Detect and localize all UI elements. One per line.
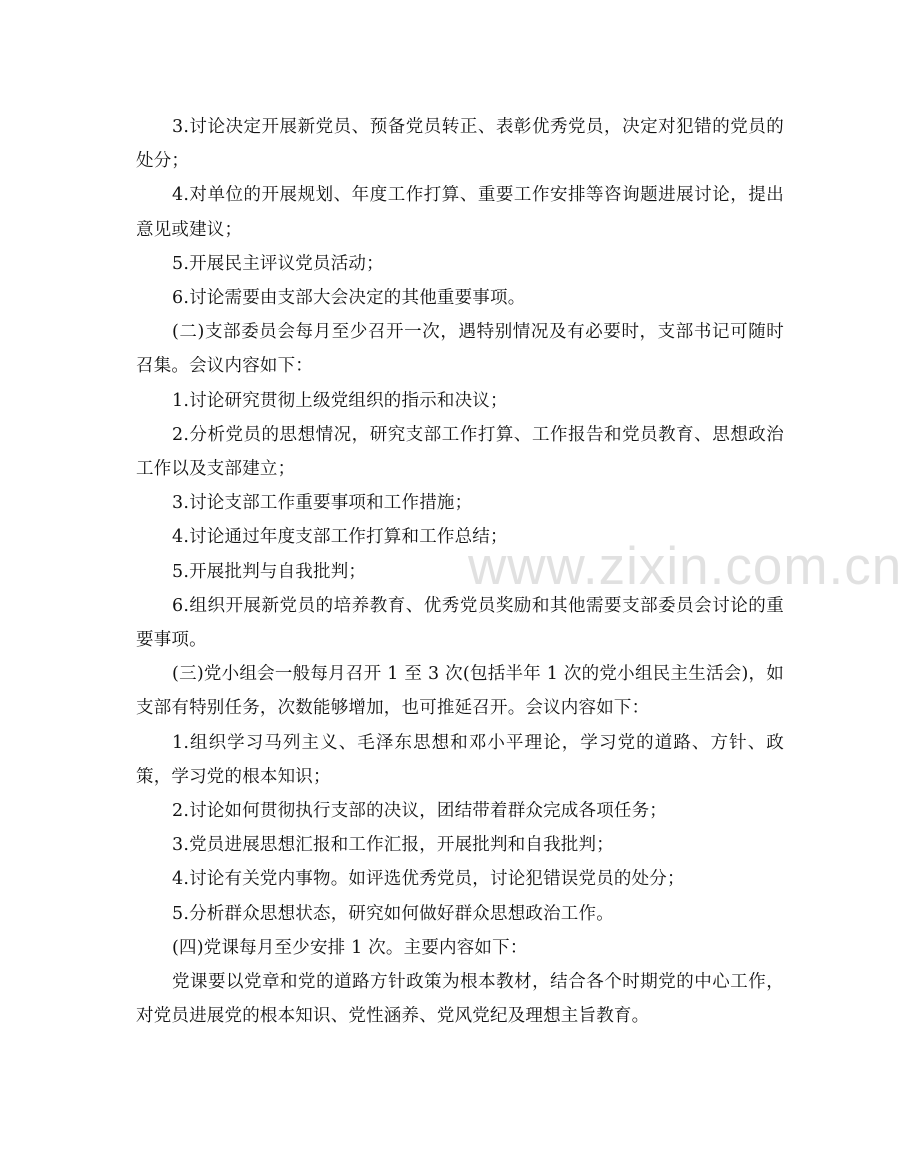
paragraph: (三)党小组会一般每月召开 1 至 3 次(包括半年 1 次的党小组民主生活会)，如支部有特别任务，次数能够增加，也可推延召开。会议内容如下： [136,664,784,719]
paragraph: 1.组织学习马列主义、毛泽东思想和邓小平理论，学习党的道路、方针、政策，学习党的根本知识； [136,732,784,787]
paragraph: 3.讨论支部工作重要事项和工作措施； [172,493,473,514]
paragraph: 2.讨论如何贯彻执行支部的决议，团结带着群众完成各项任务； [172,801,667,822]
paragraph: 1.讨论研究贯彻上级党组织的指示和决议； [172,390,508,411]
paragraph: 3.讨论决定开展新党员、预备党员转正、表彰优秀党员，决定对犯错的党员的处分； [136,117,784,172]
paragraph: 5.开展批判与自我批判； [172,561,367,582]
watermark-text: www.zixin.com.cn [468,537,903,596]
paragraph: 党课要以党章和党的道路方针政策为根本教材，结合各个时期党的中心工作，对党员进展党的根本知识、党性涵养、党风党纪及理想主旨教育。 [136,972,784,1027]
document-body [136,110,784,1033]
paragraph: 4.讨论有关党内事物。如评选优秀党员，讨论犯错误党员的处分； [172,869,685,890]
paragraph: 4.对单位的开展规划、年度工作打算、重要工作安排等咨询题进展讨论，提出意见或建议； [136,185,784,240]
paragraph: 3.党员进展思想汇报和工作汇报，开展批判和自我批判； [172,835,614,856]
paragraph: 5.开展民主评议党员活动； [172,253,384,274]
paragraph: (二)支部委员会每月至少召开一次，遇特别情况及有必要时，支部书记可随时召集。会议内容如下： [136,322,784,377]
paragraph: 6.组织开展新党员的培养教育、优秀党员奖励和其他需要支部委员会讨论的重要事项。 [136,595,784,651]
paragraph: 2.分析党员的思想情况，研究支部工作打算、工作报告和党员教育、思想政治工作以及支部建立； [136,424,784,480]
paragraph: 4.讨论通过年度支部工作打算和工作总结； [172,527,508,548]
paragraph: 5.分析群众思想状态，研究如何做好群众思想政治工作。 [172,903,614,924]
paragraph: (四)党课每月至少安排 1 次。主要内容如下： [172,937,528,958]
paragraph: 6.讨论需要由支部大会决定的其他重要事项。 [172,288,526,309]
